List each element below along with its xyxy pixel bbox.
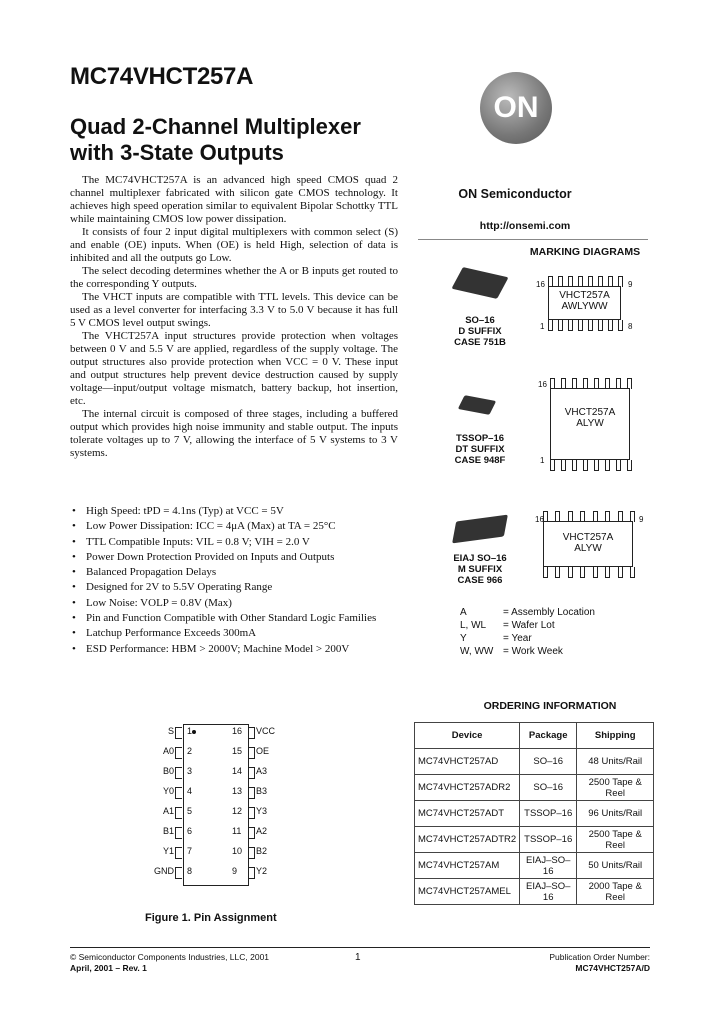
description-paragraph: The select decoding determines whether the A or B inputs get routed to the corresponding Y outputs. (70, 265, 398, 290)
pin-number: 12 (232, 806, 243, 816)
pin-name: S (167, 726, 174, 736)
pin-name: GND (154, 866, 174, 876)
marking-legend (460, 606, 595, 658)
table-row (415, 879, 654, 905)
shipping-cell: 50 Units/Rail (577, 853, 654, 879)
pin-number: 13 (232, 786, 243, 796)
device-cell: MC74VHCT257AMEL (415, 879, 520, 905)
logo-text: ON (493, 91, 539, 124)
title-line-1: Quad 2-Channel Multiplexer (70, 114, 361, 139)
package-line: SO–16 (465, 315, 495, 326)
footer-divider (70, 947, 650, 948)
feature-list (70, 504, 400, 657)
pin-name: B3 (256, 786, 268, 796)
table-row (415, 775, 654, 801)
marking-diagram-tssop16 (538, 380, 632, 465)
feature-item: • Designed for 2V to 5.5V Operating Range (70, 580, 400, 595)
pin-number: 9 (628, 280, 633, 289)
ordering-heading: ORDERING INFORMATION (483, 700, 617, 712)
pin-name: A0 (162, 746, 174, 756)
description-paragraph: The VHCT257A input structures provide protection when voltages between 0 V and 5.5 V are applied, regardless of the supply voltage. The output structures also provide protection when VCC = 0 V. These input and output structures help prevent device destruction caused by supply voltage—input/output voltage mismatch, battery backup, hot insertion, etc. (70, 330, 398, 407)
package-line: CASE 751B (454, 337, 506, 348)
legend-value: = Wafer Lot (503, 620, 555, 631)
footer-left (70, 952, 269, 974)
pin-number: 9 (639, 515, 644, 524)
description (70, 174, 398, 460)
shipping-cell: 96 Units/Rail (577, 801, 654, 827)
pin-name: A1 (162, 806, 174, 816)
marking-code: AWLYWW (561, 301, 608, 312)
shipping-cell: 2500 Tape & Reel (577, 827, 654, 853)
pin-stub (248, 867, 255, 879)
package-label-eiaj (430, 553, 530, 586)
pin-number: 9 (232, 866, 238, 876)
pin-number: 10 (232, 846, 243, 856)
legend-key: A (460, 607, 467, 618)
package-cell: SO–16 (520, 775, 577, 801)
legend-key: L, WL (460, 620, 487, 631)
pin-number: 16 (538, 380, 547, 389)
divider (418, 239, 648, 240)
pin-stub (175, 747, 182, 759)
package-cell: TSSOP–16 (520, 827, 577, 853)
publication-number: MC74VHCT257A/D (575, 963, 650, 973)
feature-item: • Low Power Dissipation: ICC = 4μA (Max) at TA = 25°C (70, 519, 400, 534)
pin-number: 3 (187, 766, 193, 776)
package-cell: SO–16 (520, 749, 577, 775)
pin-number: 1 (540, 456, 545, 465)
pin-stub (175, 727, 182, 739)
feature-item: • Pin and Function Compatible with Other Standard Logic Families (70, 611, 400, 626)
pin-number: 11 (232, 826, 242, 836)
page-number: 1 (355, 952, 361, 963)
pin-number: 8 (628, 322, 633, 331)
pin-name: A2 (256, 826, 268, 836)
pin-number: 4 (187, 786, 193, 796)
pin-stub (248, 827, 255, 839)
table-row (415, 827, 654, 853)
pin-number: 7 (187, 846, 193, 856)
legend-value: = Work Week (503, 646, 563, 657)
pin1-dot (192, 730, 196, 734)
part-number: MC74VHCT257A (70, 63, 254, 90)
marking-text: VHCT257A (562, 532, 614, 543)
pin-stub (248, 767, 255, 779)
table-row (415, 801, 654, 827)
package-line: M SUFFIX (457, 564, 503, 575)
on-logo (480, 72, 552, 144)
package-label-so16 (430, 315, 530, 348)
tssop16-package-image (458, 395, 496, 415)
marking-diagram-eiaj (535, 515, 644, 569)
marking-heading: MARKING DIAGRAMS (529, 246, 641, 258)
pin-number: 16 (535, 515, 544, 524)
column-header: Shipping (577, 723, 654, 749)
description-paragraph: The internal circuit is composed of three stages, including a buffered output which provides high noise immunity and stable output. The inputs tolerate voltages up to 7 V, allowing the interface of 5 V systems to 3 V systems. (70, 408, 398, 459)
pin-stub (248, 787, 255, 799)
package-line: DT SUFFIX (455, 444, 505, 455)
legend-key: W, WW (460, 646, 494, 657)
title-line-2: with 3-State Outputs (70, 140, 284, 165)
pin-stub (175, 847, 182, 859)
feature-item: • Balanced Propagation Delays (70, 565, 400, 580)
page-title (70, 114, 410, 166)
pin-name: Y1 (162, 846, 174, 856)
marking-code: ALYW (576, 418, 604, 429)
so16-package-image (451, 267, 508, 299)
pin-stub (175, 827, 182, 839)
pin-stub (248, 727, 255, 739)
marking-text: VHCT257A (559, 290, 610, 301)
marking-code: ALYW (574, 543, 602, 554)
feature-item: • High Speed: tPD = 4.1ns (Typ) at VCC = 5V (70, 504, 400, 519)
pin-name: Y0 (162, 786, 174, 796)
copyright: © Semiconductor Components Industries, LLC, 2001 (70, 952, 270, 962)
device-cell: MC74VHCT257ADTR2 (415, 827, 520, 853)
pin-name: B2 (256, 846, 268, 856)
description-paragraph: The VHCT inputs are compatible with TTL levels. This device can be used as a level converter for interfacing 3.3 V to 5.0 V because it has full 5 V CMOS level output swings. (70, 291, 398, 329)
feature-item: • Low Noise: VOLP = 0.8V (Max) (70, 596, 400, 611)
legend-key: Y (460, 633, 467, 644)
pin-number: 14 (232, 766, 243, 776)
pin-name: OE (256, 746, 270, 756)
footer-right (520, 952, 650, 974)
package-line: EIAJ SO–16 (453, 553, 507, 564)
revision-date: April, 2001 – Rev. 1 (70, 963, 147, 973)
description-paragraph: The MC74VHCT257A is an advanced high speed CMOS quad 2 channel multiplexer fabricated with silicon gate CMOS technology. It achieves high speed operation similar to equivalent Bipolar Schottky TTL while maintaining CMOS low power dissipation. (70, 174, 398, 225)
shipping-cell: 48 Units/Rail (577, 749, 654, 775)
pin-number: 16 (536, 280, 545, 289)
publication-label: Publication Order Number: (549, 952, 650, 962)
column-header: Device (415, 723, 520, 749)
brand-name: ON Semiconductor (458, 187, 572, 201)
pin-stub (248, 807, 255, 819)
pin-name: Y3 (256, 806, 268, 816)
pin-number: 6 (187, 826, 193, 836)
pin-number: 8 (187, 866, 193, 876)
pin-name: A3 (256, 766, 268, 776)
table-row (415, 749, 654, 775)
ordering-table (414, 722, 654, 905)
description-paragraph: It consists of four 2 input digital multiplexers with common select (S) and enable (OE) inputs. When (OE) is held High, selection of data is inhibited and all the outputs go Low. (70, 226, 398, 264)
device-cell: MC74VHCT257ADR2 (415, 775, 520, 801)
pin-number: 1 (540, 322, 545, 331)
feature-item: • ESD Performance: HBM > 2000V; Machine Model > 200V (70, 642, 400, 657)
pin-number: 5 (187, 806, 193, 816)
pin-stub (248, 847, 255, 859)
table-header-row (415, 723, 654, 749)
pin-number: 16 (232, 726, 243, 736)
package-line: CASE 966 (457, 575, 503, 586)
legend-value: = Assembly Location (503, 607, 595, 618)
pin-stub (175, 807, 182, 819)
pin-name: VCC (256, 726, 276, 736)
device-cell: MC74VHCT257ADT (415, 801, 520, 827)
package-label-tssop16 (430, 433, 530, 466)
pin-name: B0 (162, 766, 174, 776)
feature-item: • TTL Compatible Inputs: VIL = 0.8 V; VIH = 2.0 V (70, 535, 400, 550)
package-line: D SUFFIX (458, 326, 502, 337)
package-cell: EIAJ–SO–16 (520, 879, 577, 905)
package-line: CASE 948F (454, 455, 506, 466)
pin-stub (175, 867, 182, 879)
device-cell: MC74VHCT257AD (415, 749, 520, 775)
website-link[interactable]: http://onsemi.com (479, 220, 571, 232)
package-cell: TSSOP–16 (520, 801, 577, 827)
pin-name: B1 (162, 826, 174, 836)
marking-diagram-so16 (536, 280, 633, 332)
marking-text: VHCT257A (564, 407, 616, 418)
package-line: TSSOP–16 (455, 433, 505, 444)
figure-caption: Figure 1. Pin Assignment (145, 912, 277, 924)
table-row (415, 853, 654, 879)
pin-number: 15 (232, 746, 243, 756)
legend-value: = Year (503, 633, 532, 644)
package-cell: EIAJ–SO–16 (520, 853, 577, 879)
eiaj-package-image (452, 515, 508, 544)
pin-number: 2 (187, 746, 193, 756)
pin-assignment-diagram (150, 724, 290, 884)
feature-item: • Power Down Protection Provided on Inputs and Outputs (70, 550, 400, 565)
device-cell: MC74VHCT257AM (415, 853, 520, 879)
shipping-cell: 2500 Tape & Reel (577, 775, 654, 801)
column-header: Package (520, 723, 577, 749)
pin-stub (175, 767, 182, 779)
pin-name: Y2 (256, 866, 268, 876)
pin-number: 1 (187, 726, 193, 736)
pin-stub (175, 787, 182, 799)
pin-stub (248, 747, 255, 759)
shipping-cell: 2000 Tape & Reel (577, 879, 654, 905)
feature-item: • Latchup Performance Exceeds 300mA (70, 626, 400, 641)
